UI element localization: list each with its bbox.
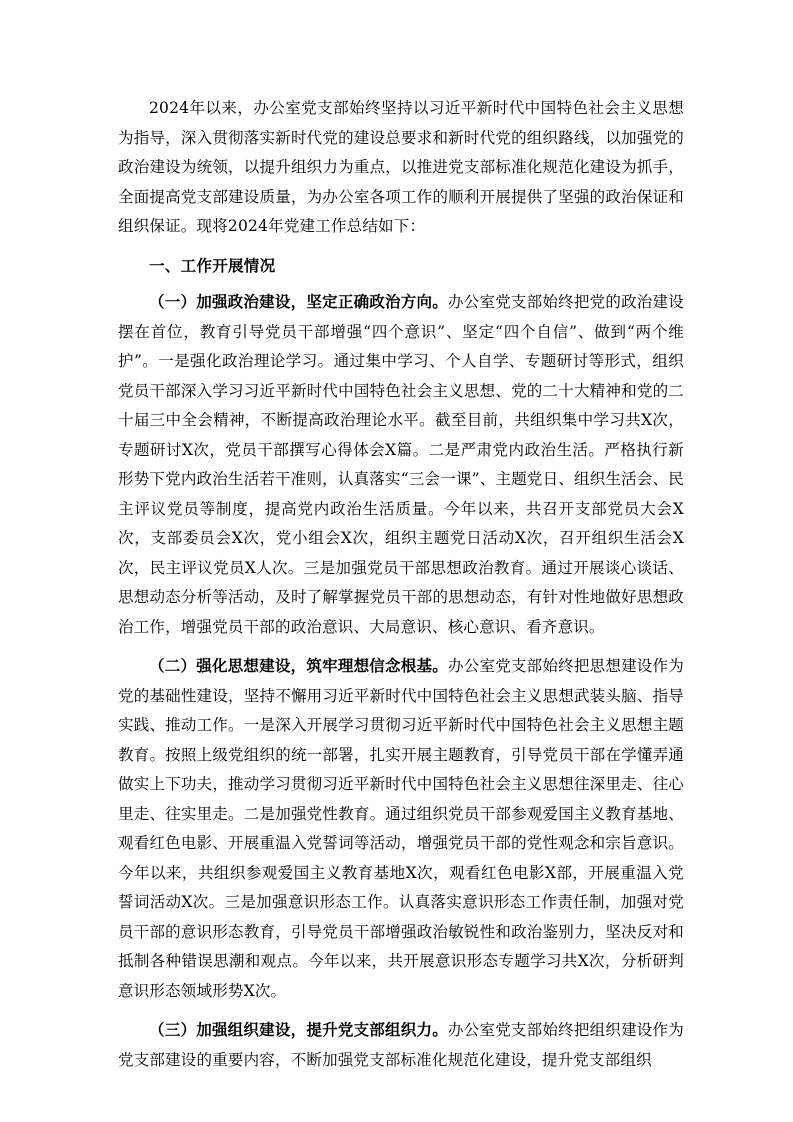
item-body: 办公室党支部始终把组织建设作为党支部建设的重要内容，不断加强党支部标准化规范化建设，提升党支部组织 <box>118 1021 684 1069</box>
item-lead: （一）加强政治建设，坚定正确政治方向。 <box>149 292 448 311</box>
item-lead: （三）加强组织建设，提升党支部组织力。 <box>149 1020 448 1039</box>
section-item-2 <box>118 651 684 1006</box>
item-body: 办公室党支部始终把思想建设作为党的基础性建设，坚持不懈用习近平新时代中国特色社会主义思想武装头脑、指导实践、推动工作。一是深入开展学习贯彻习近平新时代中国特色社会主义思想主题教育。按照上级党组织的统一部署，扎实开展主题教育，引导党员干部在学懂弄通做实上下功夫，推动学习贯彻习近平新时代中国特色社会主义思想往深里走、往心里走、往实里走。二是加强党性教育。通过组织党员干部参观爱国主义教育基地、观看红色电影、开展重温入党誓词等活动，增强党员干部的党性观念和宗旨意识。今年以来，共组织参观爱国主义教育基地X次，观看红色电影X部，开展重温入党誓词活动X次。三是加强意识形态工作。认真落实意识形态工作责任制，加强对党员干部的意识形态教育，引导党员干部增强政治敏锐性和政治鉴别力，坚决反对和抵制各种错误思潮和观点。今年以来，共开展意识形态专题学习共X次，分析研判意识形态领域形势X次。 <box>118 657 684 1000</box>
document-page <box>118 94 684 1084</box>
section-heading: 一、工作开展情况 <box>149 255 276 275</box>
section-item-1 <box>118 287 684 642</box>
intro-paragraph: 2024年以来，办公室党支部始终坚持以习近平新时代中国特色社会主义思想为指导，深入贯彻落实新时代党的建设总要求和新时代党的组织路线，以加强党的政治建设为统领，以提升组织力为重点，以推进党支部标准化规范化建设为抓手，全面提高党支部建设质量，为办公室各项工作的顺利开展提供了坚强的政治保证和组织保证。现将2024年党建工作总结如下： <box>118 99 684 235</box>
item-body: 办公室党支部始终把党的政治建设摆在首位，教育引导党员干部增强“四个意识”、坚定“四个自信”、做到“两个维护”。一是强化政治理论学习。通过集中学习、个人自学、专题研讨等形式，组织党员干部深入学习习近平新时代中国特色社会主义思想、党的二十大精神和党的二十届三中全会精神，不断提高政治理论水平。截至目前，共组织集中学习共X次，专题研讨X次，党员干部撰写心得体会X篇。二是严肃党内政治生活。严格执行新形势下党内政治生活若干准则，认真落实“三会一课”、主题党日、组织生活会、民主评议党员等制度，提高党内政治生活质量。今年以来，共召开支部党员大会X次，支部委员会X次，党小组会X次，组织主题党日活动X次，召开组织生活会X次，民主评议党员X人次。三是加强党员干部思想政治教育。通过开展谈心谈话、思想动态分析等活动，及时了解掌握党员干部的思想动态，有针对性地做好思想政治工作，增强党员干部的政治意识、大局意识、核心意识、看齐意识。 <box>118 293 684 636</box>
item-lead: （二）强化思想建设，筑牢理想信念根基。 <box>149 656 448 675</box>
section-item-3 <box>118 1015 684 1075</box>
